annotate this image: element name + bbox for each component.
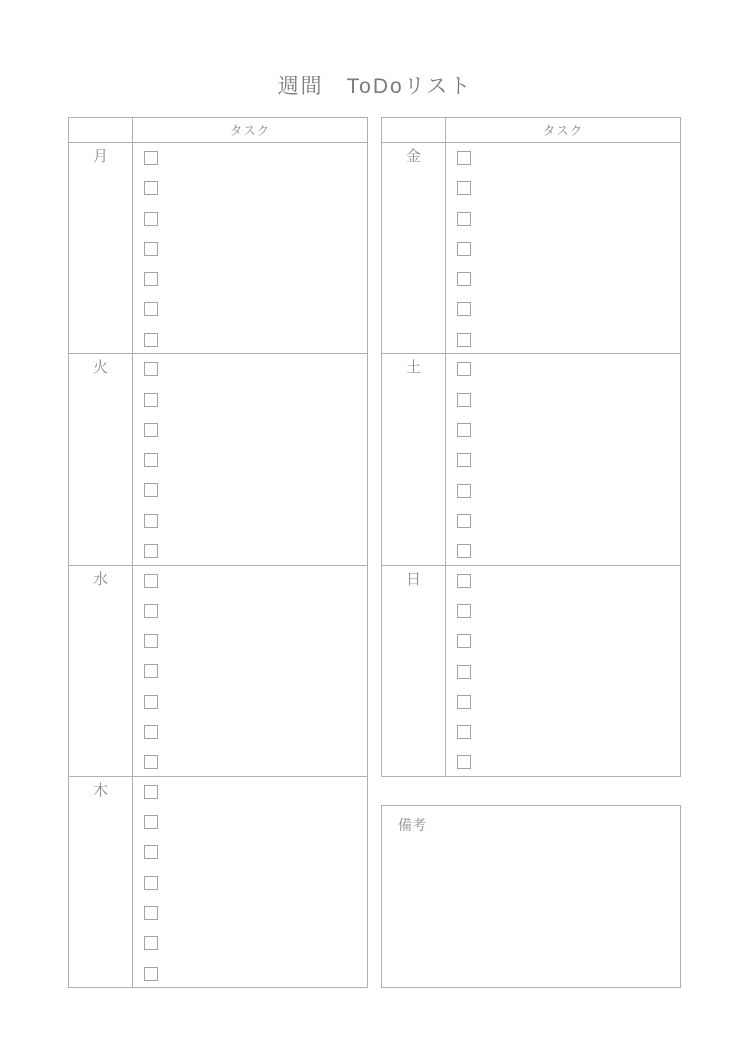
header-day-cell bbox=[382, 118, 446, 142]
task-checkbox[interactable] bbox=[457, 514, 471, 528]
task-checkbox[interactable] bbox=[144, 333, 158, 347]
task-checkbox[interactable] bbox=[144, 936, 158, 950]
table-body bbox=[382, 143, 680, 776]
task-checkbox[interactable] bbox=[144, 302, 158, 316]
task-checkbox[interactable] bbox=[457, 333, 471, 347]
header-day-cell bbox=[69, 118, 133, 142]
task-checkbox[interactable] bbox=[457, 453, 471, 467]
day-section bbox=[382, 143, 680, 354]
task-checkbox[interactable] bbox=[144, 181, 158, 195]
task-checkbox[interactable] bbox=[457, 302, 471, 316]
task-checkbox[interactable] bbox=[144, 423, 158, 437]
day-section bbox=[69, 143, 367, 354]
task-checkbox[interactable] bbox=[144, 272, 158, 286]
todo-table-fri-sun bbox=[381, 117, 681, 777]
task-cell bbox=[446, 566, 680, 776]
task-checkbox[interactable] bbox=[457, 423, 471, 437]
task-cell bbox=[133, 777, 367, 987]
day-cell bbox=[69, 143, 133, 353]
task-checkbox[interactable] bbox=[144, 242, 158, 256]
day-cell bbox=[69, 777, 133, 987]
day-label: 木 bbox=[92, 781, 108, 799]
task-cell bbox=[133, 566, 367, 776]
task-checkbox[interactable] bbox=[144, 725, 158, 739]
task-checkbox[interactable] bbox=[457, 665, 471, 679]
task-checkbox[interactable] bbox=[457, 181, 471, 195]
task-checkbox[interactable] bbox=[144, 362, 158, 376]
task-checkbox[interactable] bbox=[457, 604, 471, 618]
task-checkbox[interactable] bbox=[457, 755, 471, 769]
task-checkbox[interactable] bbox=[144, 151, 158, 165]
task-checkbox[interactable] bbox=[144, 212, 158, 226]
task-checkbox[interactable] bbox=[457, 393, 471, 407]
task-checkbox[interactable] bbox=[144, 845, 158, 859]
task-checkbox[interactable] bbox=[457, 544, 471, 558]
task-checkbox[interactable] bbox=[144, 453, 158, 467]
day-cell bbox=[69, 354, 133, 564]
task-cell bbox=[133, 143, 367, 353]
notes-box[interactable] bbox=[381, 805, 681, 988]
day-cell bbox=[382, 143, 446, 353]
table-header-row bbox=[382, 118, 680, 143]
task-checkbox[interactable] bbox=[457, 242, 471, 256]
task-cell bbox=[446, 143, 680, 353]
task-checkbox[interactable] bbox=[457, 272, 471, 286]
task-checkbox[interactable] bbox=[144, 664, 158, 678]
task-checkbox[interactable] bbox=[144, 574, 158, 588]
task-checkbox[interactable] bbox=[457, 634, 471, 648]
day-label: 水 bbox=[92, 570, 108, 588]
task-checkbox[interactable] bbox=[144, 967, 158, 981]
task-checkbox[interactable] bbox=[144, 514, 158, 528]
task-checkbox[interactable] bbox=[144, 785, 158, 799]
day-section bbox=[382, 566, 680, 776]
day-section bbox=[69, 777, 367, 987]
task-checkbox[interactable] bbox=[457, 362, 471, 376]
day-label: 日 bbox=[405, 570, 421, 588]
header-task-label: タスク bbox=[542, 124, 584, 138]
task-checkbox[interactable] bbox=[144, 604, 158, 618]
task-checkbox[interactable] bbox=[457, 695, 471, 709]
task-checkbox[interactable] bbox=[144, 544, 158, 558]
table-body bbox=[69, 143, 367, 987]
notes-label: 備考 bbox=[398, 817, 426, 833]
task-cell bbox=[133, 354, 367, 564]
task-checkbox[interactable] bbox=[457, 574, 471, 588]
day-cell bbox=[382, 354, 446, 564]
day-label: 金 bbox=[405, 148, 421, 165]
header-task-label: タスク bbox=[229, 124, 271, 138]
day-cell bbox=[69, 566, 133, 776]
day-label: 火 bbox=[92, 359, 108, 377]
task-checkbox[interactable] bbox=[144, 815, 158, 829]
task-checkbox[interactable] bbox=[144, 393, 158, 407]
day-section bbox=[382, 354, 680, 565]
task-checkbox[interactable] bbox=[144, 876, 158, 890]
task-checkbox[interactable] bbox=[144, 906, 158, 920]
todo-table-mon-thu bbox=[68, 117, 368, 988]
task-checkbox[interactable] bbox=[144, 483, 158, 497]
task-checkbox[interactable] bbox=[144, 755, 158, 769]
day-section bbox=[69, 354, 367, 565]
day-section bbox=[69, 566, 367, 777]
task-checkbox[interactable] bbox=[457, 484, 471, 498]
day-cell bbox=[382, 566, 446, 776]
day-label: 月 bbox=[92, 148, 108, 165]
table-header-row bbox=[69, 118, 367, 143]
day-label: 土 bbox=[405, 359, 421, 377]
task-checkbox[interactable] bbox=[457, 212, 471, 226]
task-checkbox[interactable] bbox=[457, 725, 471, 739]
task-checkbox[interactable] bbox=[457, 151, 471, 165]
task-cell bbox=[446, 354, 680, 564]
task-checkbox[interactable] bbox=[144, 695, 158, 709]
page-title: 週間 ToDoリスト bbox=[277, 75, 473, 98]
task-checkbox[interactable] bbox=[144, 634, 158, 648]
